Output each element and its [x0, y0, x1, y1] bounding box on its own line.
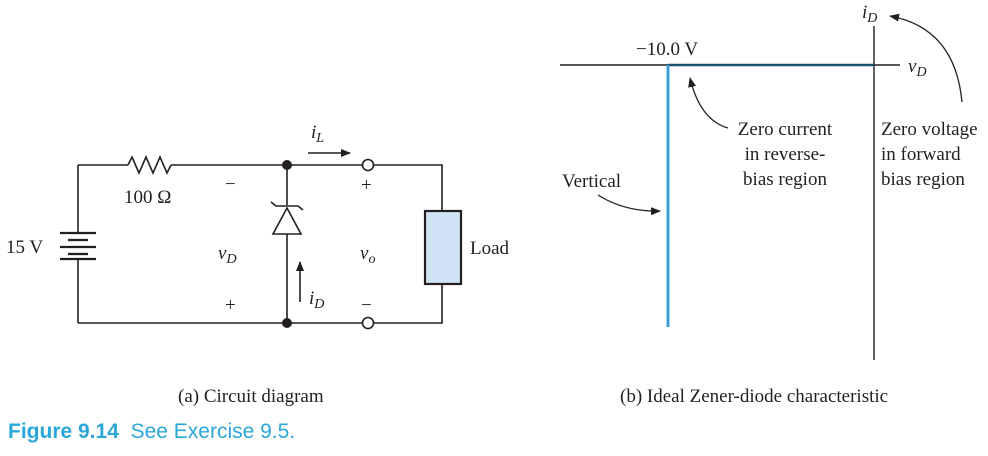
source-label: 15 V: [6, 237, 44, 258]
vd-axis-label: $v_D$: [908, 56, 927, 80]
junction-dot-bottom: [282, 318, 292, 328]
zero-voltage-note: [881, 119, 978, 190]
resistor-label: 100 Ω: [124, 187, 172, 208]
zero-current-line-2: in reverse-: [744, 144, 826, 165]
vd-plus-sign: +: [225, 295, 236, 316]
battery-symbol: [60, 233, 96, 259]
load-box: [425, 211, 461, 284]
circuit-diagram: [60, 153, 442, 329]
id-label: $i_D$: [309, 288, 325, 312]
vo-plus-sign: +: [361, 175, 372, 196]
vo-label: $v_o$: [360, 243, 376, 267]
output-terminal-top: [363, 160, 374, 171]
output-terminal-bottom: [363, 318, 374, 329]
vd-label: $v_D$: [218, 243, 237, 267]
junction-dot-top: [282, 160, 292, 170]
id-axis-arrow: [890, 16, 962, 102]
zero-voltage-line-1: Zero voltage: [881, 119, 978, 140]
il-label: $i_L$: [311, 122, 325, 146]
figure-text: See Exercise 9.5.: [130, 420, 296, 443]
zener-diode-symbol: [271, 202, 303, 234]
vertical-arrow: [598, 195, 660, 211]
zero-current-line-3: bias region: [743, 169, 827, 190]
load-label: Load: [470, 238, 510, 259]
zero-voltage-line-2: in forward: [881, 144, 961, 165]
vertical-note: Vertical: [562, 171, 622, 192]
vo-minus-sign: −: [361, 295, 372, 316]
vd-minus-sign: −: [225, 174, 236, 195]
zero-current-note: [738, 119, 833, 190]
resistor-symbol: [128, 157, 171, 173]
breakdown-voltage-label: −10.0 V: [636, 39, 699, 60]
zero-current-arrow: [690, 78, 728, 128]
zero-current-line-1: Zero current: [737, 119, 833, 140]
characteristic-caption: (b) Ideal Zener-diode characteristic: [620, 386, 889, 407]
id-axis-label: $i_D$: [862, 2, 878, 26]
zero-voltage-line-3: bias region: [881, 169, 965, 190]
circuit-caption: (a) Circuit diagram: [178, 386, 324, 407]
figure-number: Figure 9.14: [8, 420, 119, 443]
figure-caption: [8, 420, 295, 444]
